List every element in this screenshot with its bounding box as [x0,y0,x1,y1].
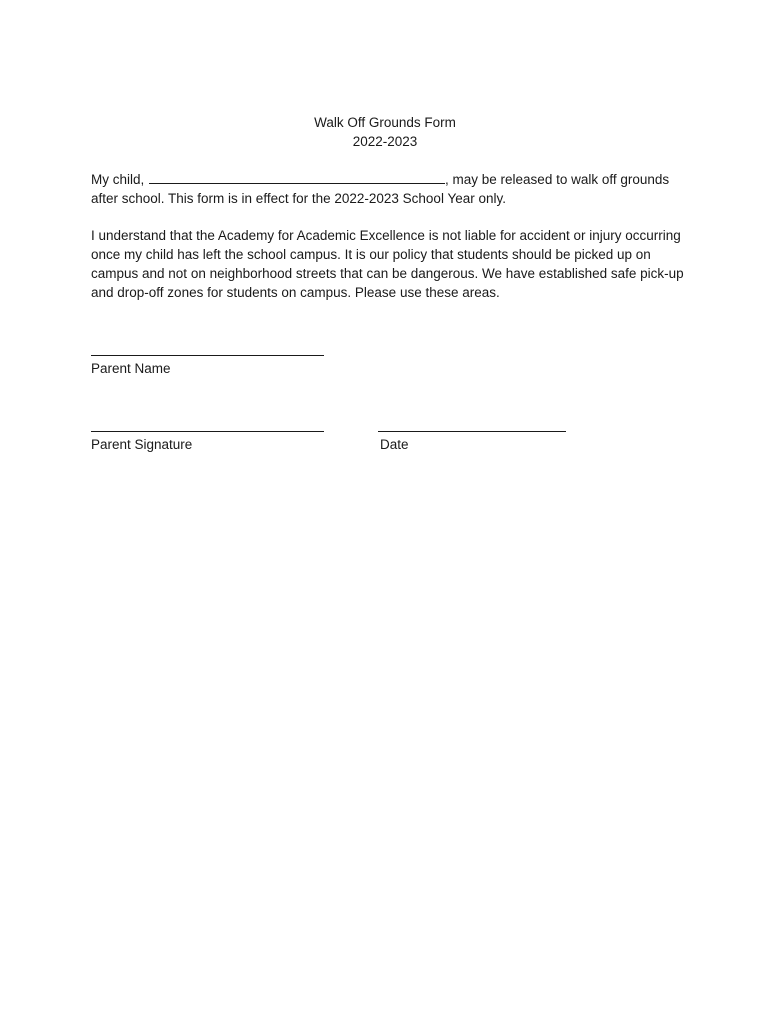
date-label: Date [380,437,409,452]
release-suffix: , may be released to walk off grounds after school. This form is in effect for the 2022-2023 School Year only. [91,172,670,206]
release-statement [91,170,691,208]
form-title: Walk Off Grounds Form [314,115,456,130]
parent-name-label: Parent Name [91,361,171,376]
date-line[interactable] [378,431,566,432]
form-header [0,113,770,151]
form-year: 2022-2023 [352,134,418,149]
liability-policy-paragraph: I understand that the Academy for Academic Excellence is not liable for accident or injury occurring once my child has left the school campus. It is our policy that students should be picked up on campus and not on neighborhood streets that can be dangerous. We have established safe pick-up and drop-off zones for students on campus. Please use these areas. [91,228,684,300]
parent-name-line[interactable] [91,355,324,356]
child-name-blank[interactable] [149,170,445,184]
parent-signature-line[interactable] [91,431,324,432]
parent-signature-label: Parent Signature [91,437,193,452]
release-prefix: My child, [91,172,149,187]
